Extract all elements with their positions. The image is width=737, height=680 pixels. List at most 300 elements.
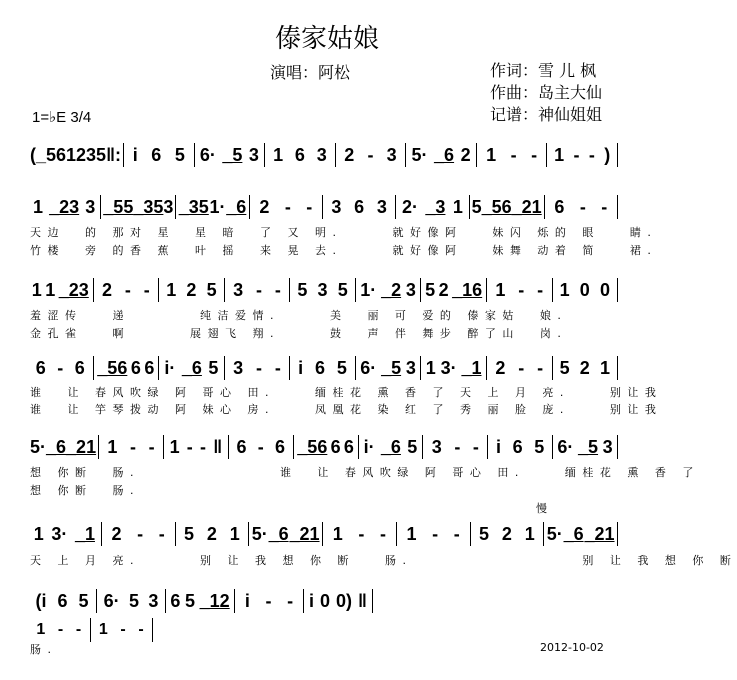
barline	[175, 195, 176, 219]
note: -	[274, 357, 281, 378]
barline	[234, 589, 235, 613]
date: 2012-10-02	[540, 641, 604, 654]
measure	[325, 524, 394, 545]
note: 1	[169, 436, 180, 457]
note: -	[531, 144, 538, 165]
barline	[322, 195, 323, 219]
barline	[224, 278, 225, 302]
measure	[398, 197, 466, 218]
second-voice-row	[30, 618, 155, 642]
barline	[487, 435, 488, 459]
note: 5	[478, 523, 489, 544]
measure	[227, 280, 288, 301]
note: 6	[343, 436, 354, 457]
note: 2	[101, 279, 112, 300]
note: _35	[133, 196, 164, 217]
measure	[292, 358, 353, 379]
note: 1	[229, 523, 240, 544]
note: _16	[452, 279, 483, 300]
note: _6	[380, 436, 401, 457]
tempo-mark: 慢	[536, 502, 547, 515]
note: i	[132, 144, 138, 165]
note: i	[244, 590, 250, 611]
note: 5	[183, 523, 194, 544]
measure	[101, 437, 161, 458]
note: _6	[226, 196, 247, 217]
notation-row	[30, 278, 620, 302]
measure	[30, 358, 91, 379]
note: -	[130, 436, 137, 457]
note: 1	[332, 523, 343, 544]
note: 6	[170, 590, 181, 611]
barline	[224, 356, 225, 380]
lyricist: 作词：雪 儿 枫	[490, 61, 597, 80]
note: -	[158, 523, 165, 544]
note: 6	[315, 357, 326, 378]
measure	[93, 621, 151, 639]
note: 6·	[557, 436, 574, 457]
note: 2	[438, 279, 449, 300]
note: 0	[319, 590, 330, 611]
note: -	[518, 357, 525, 378]
note: -	[137, 523, 144, 544]
barline	[355, 278, 356, 302]
measure	[30, 280, 91, 301]
barline	[405, 143, 406, 167]
barline	[90, 618, 91, 642]
note: _12	[199, 590, 230, 611]
note: _23	[58, 279, 89, 300]
note: _35	[178, 196, 209, 217]
measure	[361, 437, 421, 458]
note: 5	[128, 590, 139, 611]
note: 6	[151, 144, 162, 165]
song-title: 傣家姑娘	[274, 24, 379, 54]
barline	[617, 522, 618, 546]
note: _55	[103, 196, 134, 217]
note: 1	[98, 621, 108, 638]
note: ‖	[213, 436, 223, 457]
barline	[486, 356, 487, 380]
measure	[555, 437, 615, 458]
note: -	[186, 436, 193, 457]
note: -	[287, 590, 294, 611]
note: _6	[563, 523, 584, 544]
note: 1	[36, 621, 46, 638]
barline	[470, 522, 471, 546]
note: 1	[559, 279, 570, 300]
barline	[544, 195, 545, 219]
note: _6	[181, 357, 202, 378]
note: 3	[163, 196, 174, 217]
note: -	[124, 279, 131, 300]
note: 6·	[360, 357, 377, 378]
note: 6	[236, 436, 247, 457]
notation-row	[30, 195, 620, 219]
measure	[555, 358, 616, 379]
measure	[267, 145, 333, 166]
measure	[161, 280, 222, 301]
note: 6·	[199, 144, 216, 165]
measure	[555, 280, 616, 301]
note: 3·	[51, 523, 68, 544]
barline	[228, 435, 229, 459]
measure	[423, 280, 484, 301]
barline	[249, 195, 250, 219]
note: 3	[602, 436, 613, 457]
note: -	[148, 436, 155, 457]
measure	[96, 358, 157, 379]
note: _2	[381, 279, 402, 300]
notation-row	[30, 522, 620, 546]
barline	[158, 356, 159, 380]
barline	[372, 589, 373, 613]
barline	[395, 195, 396, 219]
notation-row	[30, 435, 620, 459]
note: 6	[274, 436, 285, 457]
measure	[104, 524, 173, 545]
measure	[30, 591, 94, 612]
barline	[98, 435, 99, 459]
note: -	[306, 196, 313, 217]
note: 3·	[440, 357, 457, 378]
note: -	[200, 436, 207, 457]
note: _3	[425, 196, 446, 217]
barline	[396, 522, 397, 546]
notation-row	[30, 589, 375, 613]
note: i	[298, 357, 304, 378]
note: 3	[248, 144, 259, 165]
note: 1	[33, 523, 44, 544]
note: 5·	[411, 144, 428, 165]
barline	[420, 356, 421, 380]
note: -	[120, 621, 126, 638]
barline	[552, 356, 553, 380]
note: 3	[233, 357, 244, 378]
composer: 作曲：岛主大仙	[490, 83, 603, 102]
note: -	[255, 279, 262, 300]
measure	[126, 145, 192, 166]
note: _5	[222, 144, 243, 165]
barline	[96, 589, 97, 613]
barline	[101, 522, 102, 546]
note: -	[573, 144, 580, 165]
note: 5	[559, 357, 570, 378]
note: -	[284, 196, 291, 217]
measure	[358, 358, 419, 379]
notation-row	[30, 143, 620, 167]
note: 2	[344, 144, 355, 165]
note: 3	[148, 590, 159, 611]
barline	[617, 356, 618, 380]
note: i·	[164, 357, 176, 378]
note: i	[308, 590, 314, 611]
note: 2	[206, 523, 217, 544]
note: 1	[166, 279, 177, 300]
note: 2	[111, 523, 122, 544]
measure	[251, 524, 320, 545]
note: _21	[289, 523, 320, 544]
lyric-line: 想 你断 肠.	[30, 484, 140, 497]
lyric-line: 谁 让 春风吹绿 阿 哥心 田. 缅桂花 熏 香 了 天 上 月 亮. 别让我	[30, 386, 663, 399]
measure	[30, 524, 99, 545]
note: 5·	[546, 523, 563, 544]
measure	[178, 197, 246, 218]
barline	[100, 195, 101, 219]
note: 5	[471, 196, 482, 217]
note: 2	[186, 279, 197, 300]
note: 1	[452, 196, 463, 217]
lyric-line: 天 上 月 亮. 别 让 我 想 你 断 肠. 别 让 我 想 你 断	[30, 554, 737, 567]
note: _6	[46, 436, 67, 457]
note: 1	[425, 357, 436, 378]
note: 1	[45, 279, 56, 300]
note: 5	[425, 279, 436, 300]
note: 3	[405, 357, 416, 378]
note: -	[588, 144, 595, 165]
note: 1	[524, 523, 535, 544]
measure	[231, 437, 291, 458]
note: 3	[386, 144, 397, 165]
barline	[289, 278, 290, 302]
measure	[479, 145, 545, 166]
measure	[425, 437, 485, 458]
note: -	[601, 196, 608, 217]
note: 1	[31, 279, 42, 300]
measure	[489, 358, 550, 379]
lyric-line: 金孔雀 啊 展翅飞 翔. 鼓 声 伴 舞步 醉了山 岗.	[30, 327, 568, 340]
note: 6	[554, 196, 565, 217]
note: 6	[35, 357, 46, 378]
barline	[163, 435, 164, 459]
note: (i	[35, 590, 47, 611]
note: _56	[481, 196, 512, 217]
measure	[547, 197, 615, 218]
note: ‖:	[106, 144, 122, 165]
note: 5	[184, 590, 195, 611]
note: 2	[501, 523, 512, 544]
note: 5	[337, 279, 348, 300]
note: -	[367, 144, 374, 165]
note: 5	[206, 279, 217, 300]
note: 6	[294, 144, 305, 165]
measure	[96, 280, 157, 301]
barline	[322, 522, 323, 546]
note: _21	[66, 436, 97, 457]
note: -	[57, 621, 64, 638]
note: i·	[363, 436, 375, 457]
note: 1	[107, 436, 118, 457]
note: 2	[259, 196, 270, 217]
note: 1	[486, 144, 497, 165]
barline	[617, 278, 618, 302]
singer: 演唱：阿松	[270, 63, 351, 82]
note: _5	[578, 436, 599, 457]
transcriber: 记谱：神仙姐姐	[490, 105, 603, 124]
lyric-line: 羞涩传 递 纯洁爱情. 美 丽 可 爱的 傣家姑 娘.	[30, 309, 568, 322]
measure	[227, 358, 288, 379]
measure	[30, 621, 88, 639]
measure	[161, 358, 222, 379]
measure	[197, 145, 263, 166]
measure	[472, 197, 542, 218]
note: 3	[405, 279, 416, 300]
note: -	[537, 357, 544, 378]
note: 6	[512, 436, 523, 457]
barline	[264, 143, 265, 167]
measure	[296, 437, 356, 458]
note: 5·	[30, 436, 47, 457]
measure	[325, 197, 393, 218]
barline	[358, 435, 359, 459]
note: 0	[579, 279, 590, 300]
note: 5	[297, 279, 308, 300]
note: _56	[297, 436, 328, 457]
measure	[473, 524, 542, 545]
measure	[423, 358, 484, 379]
note: -	[453, 523, 460, 544]
note: -	[518, 279, 525, 300]
barline	[420, 278, 421, 302]
barline	[469, 195, 470, 219]
note: -	[510, 144, 517, 165]
barline	[543, 522, 544, 546]
note: 6	[57, 590, 68, 611]
barline	[422, 435, 423, 459]
barline	[175, 522, 176, 546]
note: 3	[431, 436, 442, 457]
note: -	[143, 279, 150, 300]
barline	[617, 195, 618, 219]
lyric-line: 天边 的 那对 星 星 暗 了 又 明. 就好像阿 妹闪 烁的 眼 睛.	[30, 226, 658, 239]
note: _6	[434, 144, 455, 165]
note: -	[265, 590, 272, 611]
note: 2	[579, 357, 590, 378]
note: )	[604, 144, 611, 165]
note: _21	[511, 196, 542, 217]
note: -	[255, 357, 262, 378]
notation-row	[30, 356, 620, 380]
note: -	[57, 357, 64, 378]
barline	[335, 143, 336, 167]
note: -	[274, 279, 281, 300]
note: -	[579, 196, 586, 217]
barline	[355, 356, 356, 380]
note: -	[138, 621, 144, 638]
note: 1·	[209, 196, 226, 217]
lyric-line: 竹楼 旁 的香 蕉 叶 摇 来 晃 去. 就好像阿 妹舞 动着 简 裙.	[30, 244, 658, 257]
note: ‖	[357, 590, 367, 611]
measure	[408, 145, 474, 166]
note: 2	[460, 144, 471, 165]
note: 5	[78, 590, 89, 611]
note: 5	[407, 436, 418, 457]
note: -	[454, 436, 461, 457]
note: 2	[495, 357, 506, 378]
note: _23	[49, 196, 80, 217]
note: _21	[584, 523, 615, 544]
note: -	[358, 523, 365, 544]
note: -	[379, 523, 386, 544]
note: 6	[74, 357, 85, 378]
note: 5	[208, 357, 219, 378]
note: 6	[330, 436, 341, 457]
measure	[549, 145, 615, 166]
lyric-line: 想 你断 肠. 谁 让 春风吹绿 阿 哥心 田. 缅桂花 熏 香 了	[30, 466, 700, 479]
note: 6	[130, 357, 141, 378]
note: 0	[599, 279, 610, 300]
measure	[489, 280, 550, 301]
key-signature: 1=♭E 3/4	[32, 109, 92, 126]
barline	[194, 143, 195, 167]
barline	[552, 278, 553, 302]
note: i	[496, 436, 502, 457]
barline	[93, 278, 94, 302]
measure	[399, 524, 468, 545]
note: 3	[85, 196, 96, 217]
note: _6	[268, 523, 289, 544]
note: 3	[316, 144, 327, 165]
lyric-line: 谁 让 竽琴拨动 阿 妹心 房. 凤凰花 染 红 了 秀 丽 脸 庞. 别让我	[30, 403, 663, 416]
note: 1	[554, 144, 565, 165]
barline	[546, 143, 547, 167]
note: 1	[495, 279, 506, 300]
note: -	[472, 436, 479, 457]
note: (_561235	[30, 144, 107, 165]
barline	[165, 589, 166, 613]
barline	[293, 435, 294, 459]
note: 1	[273, 144, 284, 165]
note: 2·	[402, 196, 419, 217]
note: 3	[233, 279, 244, 300]
barline	[289, 356, 290, 380]
barline	[158, 278, 159, 302]
measure	[99, 591, 163, 612]
measure	[546, 524, 615, 545]
measure	[338, 145, 404, 166]
barline	[617, 435, 618, 459]
measure	[252, 197, 320, 218]
barline	[552, 435, 553, 459]
barline	[152, 618, 153, 642]
measure	[490, 437, 550, 458]
note: 1·	[360, 279, 377, 300]
note: 1	[406, 523, 417, 544]
measure	[166, 437, 226, 458]
note: _1	[461, 357, 482, 378]
note: _56	[97, 357, 128, 378]
note: _1	[74, 523, 95, 544]
note: 3	[331, 196, 342, 217]
barline	[123, 143, 124, 167]
note: 1	[599, 357, 610, 378]
note: 3	[376, 196, 387, 217]
measure	[30, 145, 121, 166]
barline	[617, 143, 618, 167]
note: _5	[381, 357, 402, 378]
note: -	[537, 279, 544, 300]
lyric-line: 肠.	[30, 643, 58, 656]
measure	[30, 197, 98, 218]
note: -	[75, 621, 82, 638]
note: 5	[534, 436, 545, 457]
note: 1	[33, 196, 44, 217]
barline	[476, 143, 477, 167]
measure	[30, 437, 96, 458]
measure	[237, 591, 301, 612]
barline	[303, 589, 304, 613]
measure	[168, 591, 232, 612]
